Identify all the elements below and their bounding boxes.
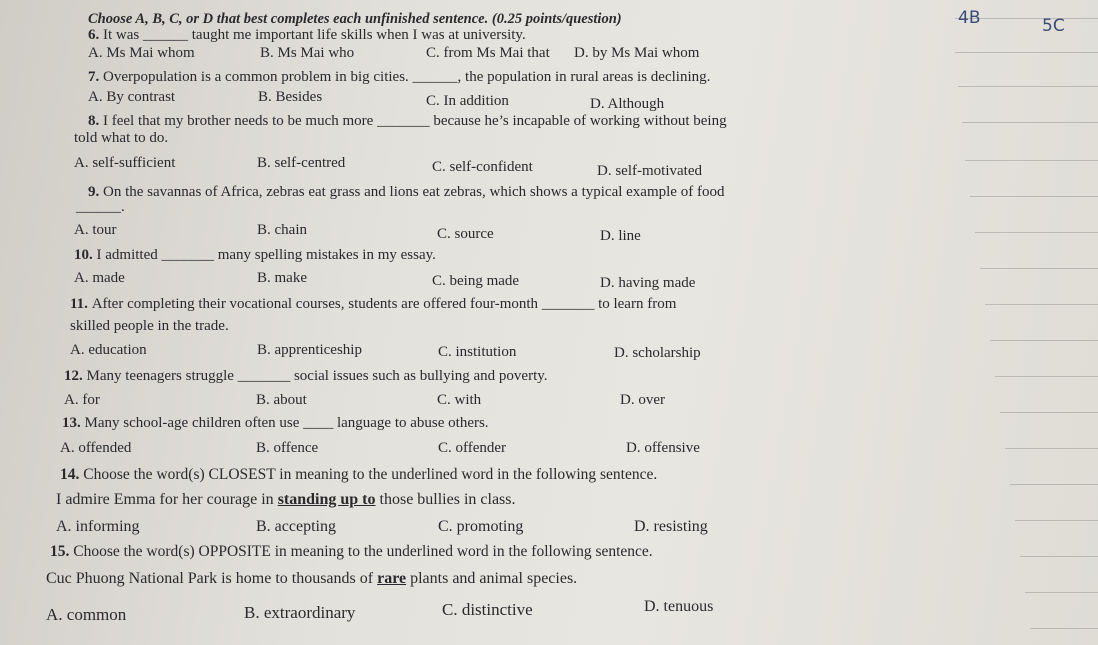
option-a: A. education [70,342,147,358]
answer-blank: _______ [377,113,430,129]
option-b: B. self-centred [257,155,346,171]
answer-blank: _______ [161,247,214,263]
option-b: B. apprenticeship [257,342,362,358]
option-d: D. over [620,392,665,408]
option-d: D. resisting [634,518,708,535]
ruled-line [1010,484,1098,485]
handwritten-note: 4B [958,8,981,28]
option-a: A. self-sufficient [74,155,176,171]
option-b: B. Besides [258,89,323,105]
question-text: many spelling mistakes in my essay. [213,247,436,263]
option-a: A. made [74,270,125,286]
question-8 [88,113,727,130]
ruled-line [1020,556,1098,557]
ruled-line [962,122,1098,123]
sentence-text: those bullies in class. [375,491,516,508]
option-d: D. line [600,228,641,244]
underlined-word: rare [377,570,407,587]
ruled-line [958,86,1098,87]
option-c: C. source [437,226,494,242]
handwritten-note: 5C [1042,16,1065,36]
ruled-line [955,52,1098,53]
option-a: A. common [46,605,127,624]
answer-blank: ______ [412,69,458,85]
question-text: It was [103,27,143,43]
question-11 [70,296,676,313]
ruled-line [1005,448,1098,449]
question-text: After completing their vocational courses, students are offered four-month [91,296,542,312]
option-c: C. self-confident [432,159,533,175]
option-b: B. Ms Mai who [260,45,355,61]
option-a: A. tour [74,222,117,238]
ruled-line [1025,592,1098,593]
option-b: B. make [257,270,307,286]
option-c: C. offender [438,440,507,456]
ruled-line [990,340,1098,341]
option-a: A. informing [56,518,140,535]
question-text: Choose the word(s) OPPOSITE in meaning to the underlined word in the following sentence. [73,543,653,560]
sentence-text: Cuc Phuong National Park is home to thousands of [46,570,378,587]
question-continuation: skilled people in the trade. [70,318,229,334]
question-text: social issues such as bullying and poverty. [290,368,548,384]
option-c: C. In addition [426,93,509,109]
question-number: 9. [88,184,100,200]
question-text: Choose the word(s) CLOSEST in meaning to the underlined word in the following sentence. [83,466,658,483]
sentence-text: I admire Emma for her courage in [56,491,278,508]
option-d: D. scholarship [614,345,701,361]
option-a: A. By contrast [88,89,176,105]
question-7 [88,69,710,86]
option-a: A. offended [60,440,132,456]
option-a: A. for [64,392,100,408]
question-text: to learn from [594,296,677,312]
question-text: On the savannas of Africa, zebras eat grass and lions eat zebras, which shows a typical example of food [103,184,725,200]
question-10 [74,247,436,264]
ruled-line [1000,412,1098,413]
question-text: , the population in rural areas is declining. [457,69,711,85]
option-c: C. promoting [438,518,524,535]
question-14 [60,466,657,484]
option-c: C. distinctive [442,600,533,619]
option-c: C. being made [432,273,520,289]
ruled-line [975,232,1098,233]
option-c: C. with [437,392,482,408]
question-6 [88,27,526,44]
question-number: 12. [64,368,83,384]
question-9 [88,184,724,201]
question-number: 8. [88,113,100,129]
answer-blank: ____ [303,415,334,431]
question-number: 14. [60,466,80,483]
option-b: B. about [256,392,307,408]
option-b: B. extraordinary [244,603,356,622]
ruled-line [1015,520,1098,521]
answer-blank: ______ [143,27,188,43]
option-b: B. chain [257,222,307,238]
question-15 [50,543,653,561]
question-continuation: told what to do. [74,130,169,146]
question-text: I admitted [96,247,162,263]
option-d: D. Although [590,96,665,112]
question-number: 13. [62,415,81,431]
ruled-line [970,196,1098,197]
option-d: D. self-motivated [597,163,702,179]
question-text: Many school-age children often use [84,415,304,431]
sentence-text: plants and animal species. [406,570,578,587]
question-sentence [56,491,516,509]
option-d: D. having made [600,275,696,291]
answer-blank: _______ [237,368,291,384]
underlined-word: standing up to [277,491,376,508]
question-text: language to abuse others. [333,415,489,431]
option-d: D. tenuous [644,598,714,615]
question-sentence [46,570,577,588]
option-c: C. institution [438,344,517,360]
question-text: Overpopulation is a common problem in big cities. [103,69,413,85]
question-number: 10. [74,247,93,263]
answer-blank: _______ [541,296,595,312]
ruled-line [1030,628,1098,629]
question-continuation: ______. [76,199,125,215]
question-number: 11. [70,296,88,312]
instructions-heading: Choose A, B, C, or D that best completes each unfinished sentence. (0.25 points/question) [88,11,622,27]
question-12 [64,368,548,385]
option-d: D. offensive [626,440,700,456]
question-number: 6. [88,27,100,43]
question-text: because he’s incapable of working without being [429,113,727,129]
option-c: C. from Ms Mai that [426,45,550,61]
question-13 [62,415,489,432]
option-a: A. Ms Mai whom [88,45,195,61]
ruled-line [980,268,1098,269]
question-text: I feel that my brother needs to be much more [103,113,378,129]
ruled-line [985,304,1098,305]
option-b: B. accepting [256,518,336,535]
question-number: 7. [88,69,100,85]
option-b: B. offence [256,440,319,456]
ruled-line [995,376,1098,377]
question-text: Many teenagers struggle [86,368,238,384]
question-text: taught me important life skills when I was at university. [188,27,526,43]
option-d: D. by Ms Mai whom [574,45,700,61]
question-number: 15. [50,543,70,560]
ruled-line [965,160,1098,161]
